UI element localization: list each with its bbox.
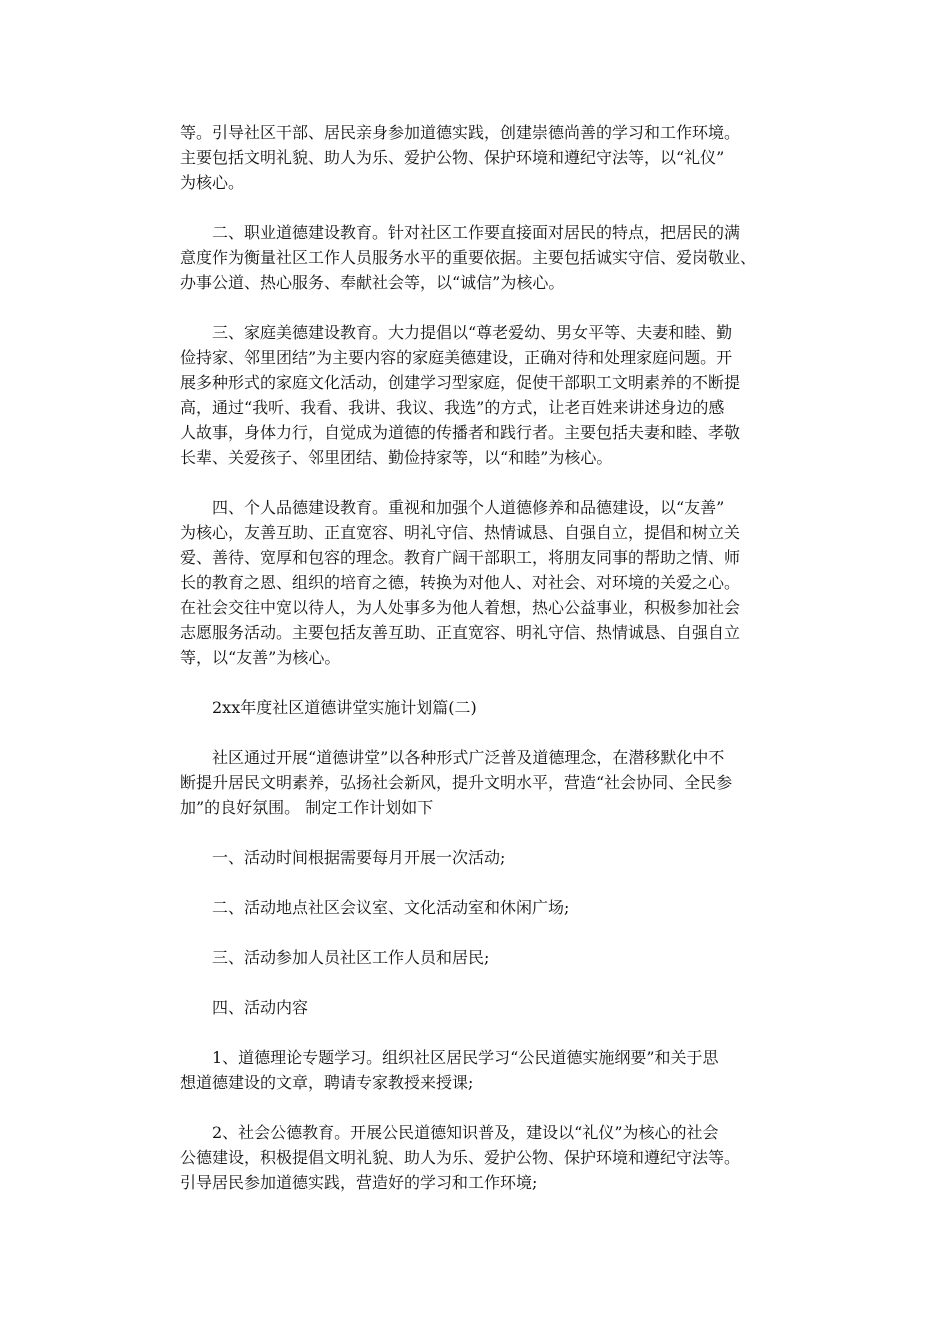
paragraph-plan-location (180, 895, 780, 920)
text-line: 社区通过开展“道德讲堂”以各种形式广泛普及道德理念，在潜移默化中不 (212, 748, 725, 767)
paragraph-intro-continuation (180, 120, 780, 195)
text-line: 为核心，友善互助、正直宽容、明礼守信、热情诚恳、自强自立，提倡和树立关 (180, 523, 741, 542)
text-line: 2xx年度社区道德讲堂实施计划篇(二) (212, 698, 477, 717)
paragraph-plan-time (180, 845, 780, 870)
text-line: 俭持家、邻里团结”为主要内容的家庭美德建设，正确对待和处理家庭问题。开 (180, 348, 733, 367)
text-line: 三、家庭美德建设教育。大力提倡以“尊老爱幼、男女平等、夫妻和睦、勤 (212, 323, 733, 342)
text-line: 高，通过“我听、我看、我讲、我议、我选”的方式，让老百姓来讲述身边的感 (180, 398, 725, 417)
paragraph-item-2-professional (180, 220, 780, 295)
text-line: 2、社会公德教育。开展公民道德知识普及，建设以“礼仪”为核心的社会 (212, 1123, 719, 1142)
text-line: 等，以“友善”为核心。 (180, 648, 341, 667)
text-line: 在社会交往中宽以待人，为人处事多为他人着想，热心公益事业，积极参加社会 (180, 598, 741, 617)
text-line: 想道德建设的文章，聘请专家教授来授课; (180, 1073, 474, 1092)
text-line: 长的教育之恩、组织的培育之德，转换为对他人、对社会、对环境的关爱之心。 (180, 573, 741, 592)
text-line: 断提升居民文明素养，弘扬社会新风，提升文明水平，营造“社会协同、全民参 (180, 773, 733, 792)
text-line: 人故事，身体力行，自觉成为道德的传播者和践行者。主要包括夫妻和睦、孝敬 (180, 423, 741, 442)
paragraph-plan-participants (180, 945, 780, 970)
paragraph-content-1-theory (180, 1045, 780, 1095)
text-line: 等。引导社区干部、居民亲身参加道德实践，创建崇德尚善的学习和工作环境。 (180, 123, 741, 142)
text-line: 展多种形式的家庭文化活动，创建学习型家庭，促使干部职工文明素养的不断提 (180, 373, 741, 392)
text-line: 四、个人品德建设教育。重视和加强个人道德修养和品德建设，以“友善” (212, 498, 725, 517)
text-line: 三、活动参加人员社区工作人员和居民; (212, 948, 490, 967)
paragraph-section-title-part-2 (180, 695, 780, 720)
text-line: 为核心。 (180, 173, 245, 192)
text-line: 加”的良好氛围。 制定工作计划如下 (180, 798, 434, 817)
text-line: 爱、善待、宽厚和包容的理念。教育广阔干部职工，将朋友同事的帮助之情、师 (180, 548, 741, 567)
paragraph-part-2-intro (180, 745, 780, 820)
text-line: 二、活动地点社区会议室、文化活动室和休闲广场; (212, 898, 570, 917)
text-line: 四、活动内容 (212, 998, 309, 1017)
document-body (180, 120, 780, 1220)
paragraph-plan-content-heading (180, 995, 780, 1020)
text-line: 一、活动时间根据需要每月开展一次活动; (212, 848, 506, 867)
paragraph-item-4-personal (180, 495, 780, 670)
paragraph-content-2-public-morality (180, 1120, 780, 1195)
text-line: 长辈、关爱孩子、邻里团结、勤俭持家等，以“和睦”为核心。 (180, 448, 613, 467)
text-line: 志愿服务活动。主要包括友善互助、正直宽容、明礼守信、热情诚恳、自强自立 (180, 623, 741, 642)
text-line: 1、道德理论专题学习。组织社区居民学习“公民道德实施纲要”和关于思 (212, 1048, 719, 1067)
text-line: 办事公道、热心服务、奉献社会等，以“诚信”为核心。 (180, 273, 565, 292)
text-line: 引导居民参加道德实践，营造好的学习和工作环境; (180, 1173, 538, 1192)
text-line: 主要包括文明礼貌、助人为乐、爱护公物、保护环境和遵纪守法等，以“礼仪” (180, 148, 725, 167)
text-line: 公德建设，积极提倡文明礼貌、助人为乐、爱护公物、保护环境和遵纪守法等。 (180, 1148, 741, 1167)
text-line: 二、职业道德建设教育。针对社区工作要直接面对居民的特点，把居民的满 (212, 223, 741, 242)
text-line: 意度作为衡量社区工作人员服务水平的重要依据。主要包括诚实守信、爱岗敬业、 (180, 248, 757, 267)
paragraph-item-3-family (180, 320, 780, 470)
